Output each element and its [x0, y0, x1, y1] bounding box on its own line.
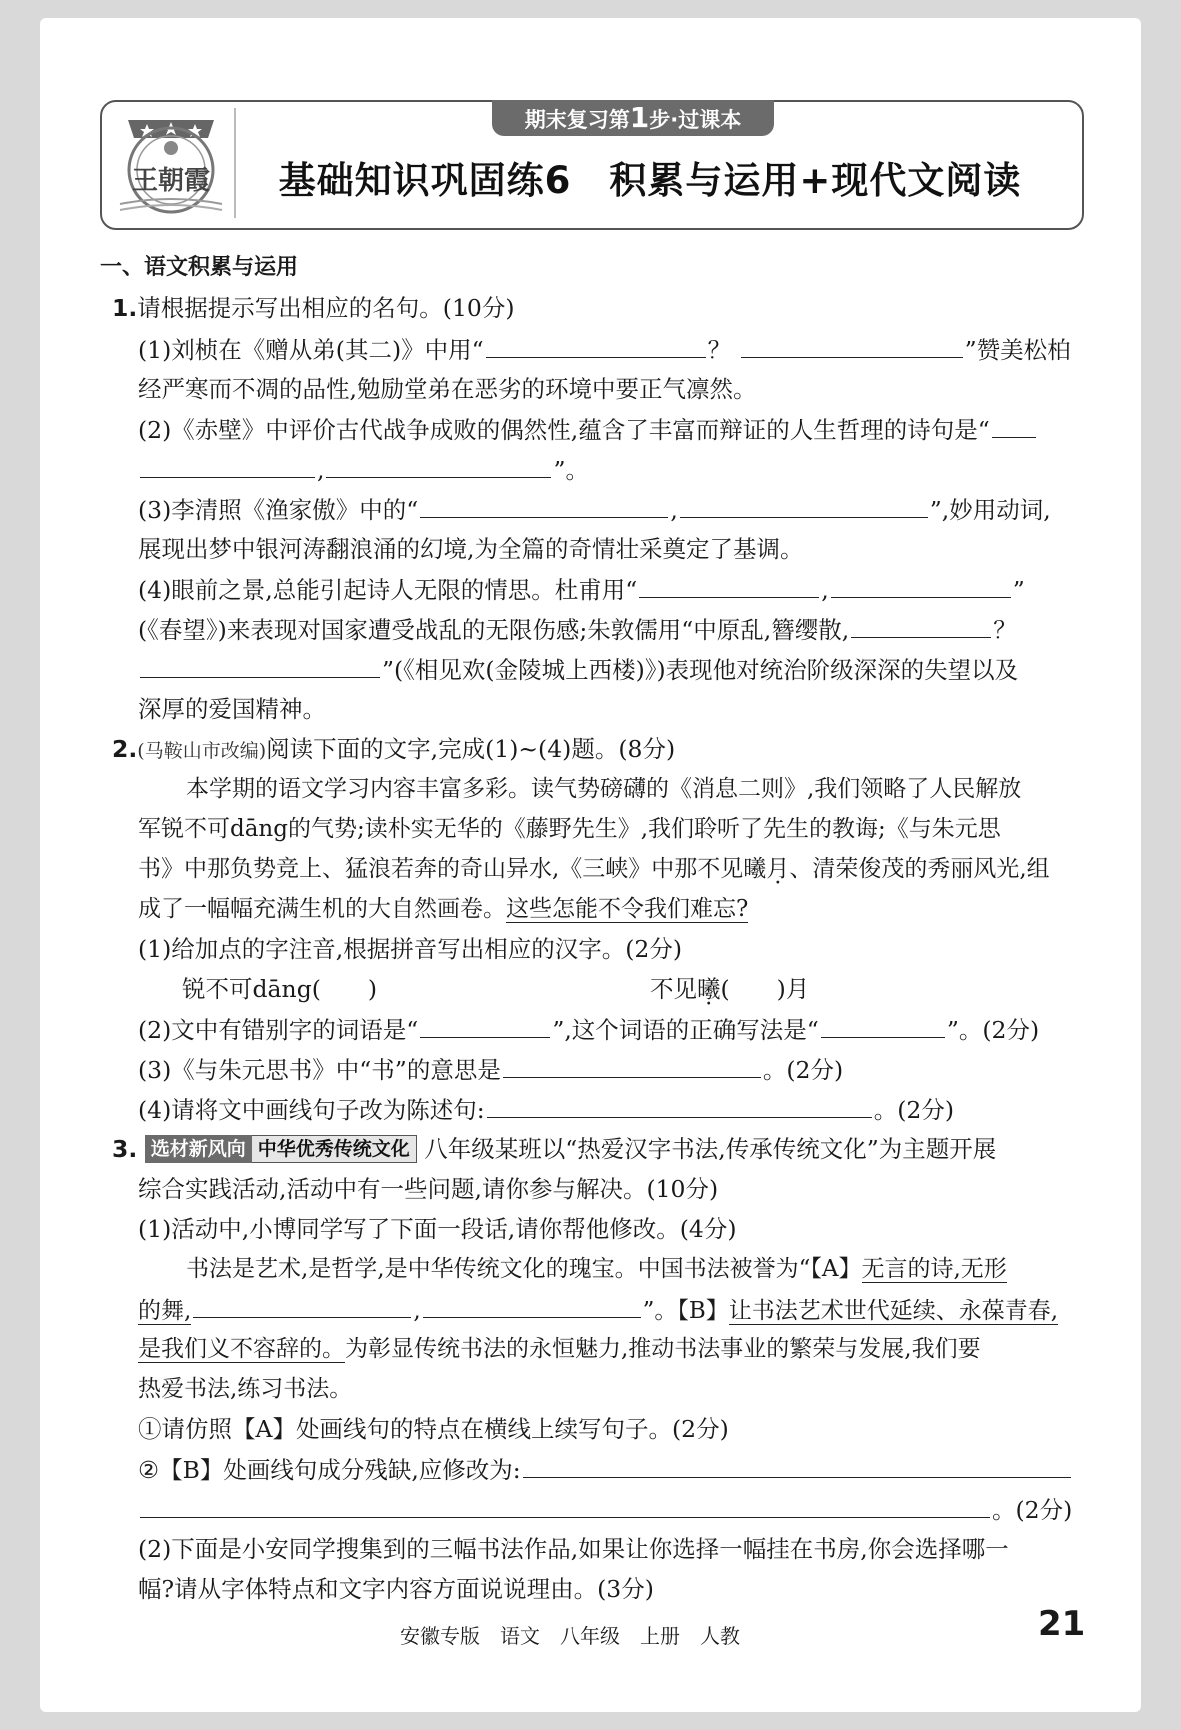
q1-part4-cont2: ”(《相见欢(金陵城上西楼)》)表现他对统治阶级深深的失望以及 — [138, 653, 1018, 686]
answer-blank[interactable] — [140, 653, 380, 678]
tag-new-material: 选材新风向 — [145, 1135, 252, 1163]
q2-passage-1: 本学期的语文学习内容丰富多彩。读气势磅礴的《消息二则》,我们领略了人民解放 — [186, 776, 1022, 802]
page-number: 21 — [1038, 1604, 1086, 1644]
q2-sub2: (2)文中有错别字的词语是“ ”,这个词语的正确写法是“ ”。(2分) — [138, 1013, 1039, 1046]
footer-info: 安徽专版 语文 八年级 上册 人教 — [400, 1624, 740, 1648]
q2-sub1-b: 不见曦( )月 — [650, 975, 810, 1003]
q2-sub4: (4)请将文中画线句子改为陈述句: 。(2分) — [138, 1093, 954, 1126]
tag-traditional-culture: 中华优秀传统文化 — [252, 1135, 417, 1163]
answer-blank[interactable] — [140, 453, 315, 478]
section-heading: 一、语文积累与运用 — [100, 255, 299, 280]
q3-passage-2: 的舞, , ”。【B】让书法艺术世代延续、永葆青春, — [138, 1293, 1058, 1327]
q1-part2-cont: , ”。 — [138, 453, 589, 486]
q3-c2: ②【B】处画线句成分残缺,应修改为: — [138, 1453, 1073, 1486]
q3-passage-4: 热爱书法,练习书法。 — [138, 1376, 353, 1402]
q1-part3: (3)李清照《渔家傲》中的“ , ”,妙用动词, — [138, 493, 1051, 526]
answer-blank[interactable] — [140, 1493, 990, 1518]
q1-part1: (1)刘桢在《赠从弟(其二)》中用“ ？ ”赞美松柏 — [138, 333, 1071, 366]
answer-blank[interactable] — [741, 333, 963, 358]
q3-sub2-cont: 幅?请从字体特点和文字内容方面说说理由。(3分) — [138, 1575, 654, 1603]
q3-passage-1: 书法是艺术,是哲学,是中华传统文化的瑰宝。中国书法被誉为“【A】无言的诗,无形 — [186, 1256, 1007, 1282]
q2-passage-2: 军锐不可dāng的气势;读朴实无华的《藤野先生》,我们聆听了先生的教诲;《与朱元思 — [138, 816, 1001, 842]
q2-sub3: (3)《与朱元思书》中“书”的意思是 。(2分) — [138, 1053, 843, 1086]
q3-stem-cont: 综合实践活动,活动中有一些问题,请你参与解决。(10分) — [138, 1175, 719, 1203]
logo-text: 王朝霞 — [131, 166, 210, 196]
answer-blank[interactable] — [423, 1293, 641, 1318]
header-step-tab: 期末复习第1步·过课本 — [492, 100, 774, 136]
logo-emblem — [112, 108, 230, 218]
q2-sub1-a: 锐不可dāng( ) — [182, 975, 378, 1003]
answer-blank[interactable] — [831, 573, 1011, 598]
q2-sub1: (1)给加点的字注音,根据拼音写出相应的汉字。(2分) — [138, 935, 683, 963]
answer-blank[interactable] — [503, 1053, 761, 1078]
answer-blank[interactable] — [639, 573, 819, 598]
answer-blank[interactable] — [680, 493, 928, 518]
q2-stem: 2.(马鞍山市改编)阅读下面的文字,完成(1)~(4)题。(8分) — [112, 735, 676, 763]
answer-blank[interactable] — [821, 1013, 945, 1038]
answer-blank[interactable] — [420, 493, 668, 518]
q3-c1: ①请仿照【A】处画线句的特点在横线上续写句子。(2分) — [138, 1415, 729, 1443]
q2-passage-3: 书》中那负势竞上、猛浪若奔的奇山异水,《三峡》中那不见曦月、清荣俊茂的秀丽风光,组 — [138, 856, 1050, 882]
q1-part2: (2)《赤壁》中评价古代战争成败的偶然性,蕴含了丰富而辩证的人生哲理的诗句是“ — [138, 413, 1038, 446]
q1-part3-cont: 展现出梦中银河涛翻浪涌的幻境,为全篇的奇情壮采奠定了基调。 — [138, 535, 804, 563]
q1-part4: (4)眼前之景,总能引起诗人无限的情思。杜甫用“ , ” — [138, 573, 1025, 606]
answer-blank[interactable] — [992, 413, 1036, 438]
q3-sub1: (1)活动中,小博同学写了下面一段话,请你帮他修改。(4分) — [138, 1215, 737, 1243]
q2-passage-4: 成了一幅幅充满生机的大自然画卷。这些怎能不令我们难忘? — [138, 896, 749, 922]
answer-blank[interactable] — [851, 613, 991, 638]
answer-blank[interactable] — [193, 1293, 411, 1318]
page-title: 基础知识巩固练6 积累与运用+现代文阅读 — [278, 159, 1022, 202]
q1-part1-cont: 经严寒而不凋的品性,勉励堂弟在恶劣的环境中要正气凛然。 — [138, 375, 757, 403]
q3-sub2: (2)下面是小安同学搜集到的三幅书法作品,如果让你选择一幅挂在书房,你会选择哪一 — [138, 1535, 1009, 1563]
q3-stem: 3. 选材新风向 中华优秀传统文化 八年级某班以“热爱汉字书法,传承传统文化”为主题开展 — [112, 1135, 997, 1163]
q1-stem: 1.请根据提示写出相应的名句。(10分) — [112, 294, 515, 322]
answer-blank[interactable] — [487, 1093, 872, 1118]
q1-part4-cont3: 深厚的爱国精神。 — [138, 695, 326, 723]
answer-blank[interactable] — [486, 333, 706, 358]
answer-blank[interactable] — [420, 1013, 550, 1038]
underlined-sentence: 这些怎能不令我们难忘? — [506, 896, 749, 922]
q3-passage-3: 是我们义不容辞的。为彰显传统书法的永恒魅力,推动书法事业的繁荣与发展,我们要 — [138, 1336, 981, 1362]
q3-c2-cont: 。(2分) — [138, 1493, 1072, 1526]
answer-blank[interactable] — [523, 1453, 1071, 1478]
answer-blank[interactable] — [326, 453, 551, 478]
q1-part4-cont: (《春望》)来表现对国家遭受战乱的无限伤感;朱敦儒用“中原乱,簪缨散, ？ — [138, 613, 1017, 646]
